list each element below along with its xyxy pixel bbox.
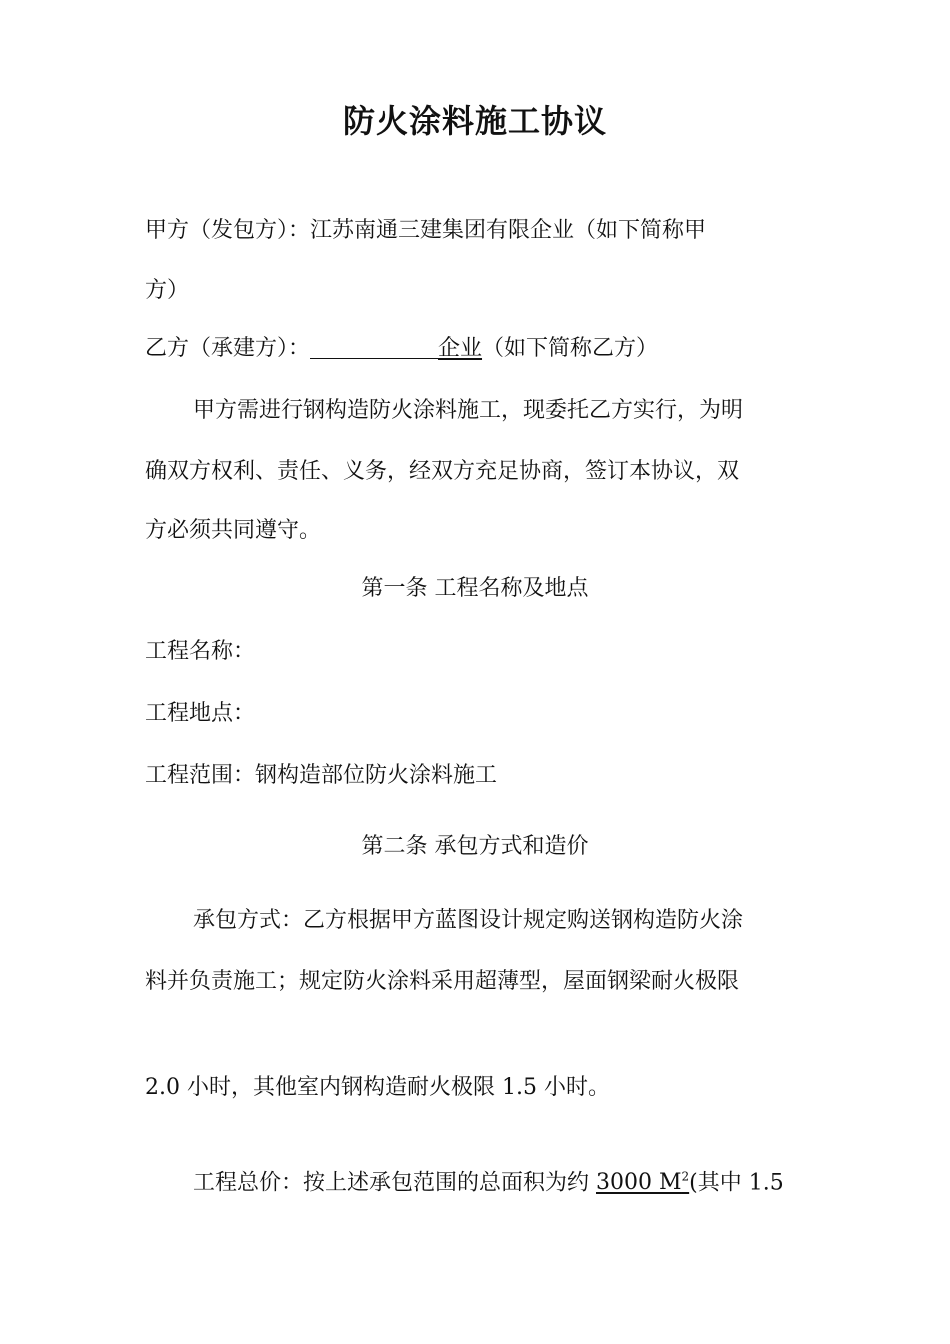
intro-line-1: 甲方需进行钢构造防火涂料施工，现委托乙方实行，为明 [193,398,744,423]
party-a-line-1: 甲方（发包方）：江苏南通三建集团有限企业（如下简称甲 [145,218,707,243]
project-scope: 工程范围：钢构造部位防火涂料施工 [145,763,498,788]
party-b-company: 企业 [438,336,483,361]
party-b-blank [310,338,438,359]
price-area-value: 3000 M [596,1170,682,1196]
article-2-heading: 第二条 承包方式和造价 [361,834,589,859]
party-b-suffix: （如下简称乙方） [482,336,659,361]
price-area-unit-sup: 2 [681,1170,690,1184]
project-name: 工程名称： [145,639,256,664]
contract-line-2: 料并负责施工；规定防火涂料采用超薄型，屋面钢梁耐火极限 [145,969,740,994]
party-b-line [145,334,658,364]
article-1-heading: 第一条 工程名称及地点 [361,576,589,601]
document-title: 防火涂料施工协议 [342,102,607,140]
price-line [193,1162,784,1198]
contract-line-1: 承包方式：乙方根据甲方蓝图设计规定购送钢构造防火涂 [193,908,744,933]
party-a-line-2: 方） [145,278,190,303]
price-prefix: 工程总价：按上述承包范围的总面积为约 [193,1170,596,1196]
price-suffix: (其中 1.5 [689,1170,784,1196]
party-b-prefix: 乙方（承建方）： [145,336,311,361]
project-location: 工程地点： [145,701,256,726]
price-area [596,1170,689,1195]
contract-line-3: 2.0 小时，其他室内钢构造耐火极限 1.5 小时。 [145,1075,610,1100]
intro-line-3: 方必须共同遵守。 [145,518,322,543]
intro-line-2: 确双方权利、责任、义务，经双方充足协商，签订本协议，双 [145,459,740,484]
